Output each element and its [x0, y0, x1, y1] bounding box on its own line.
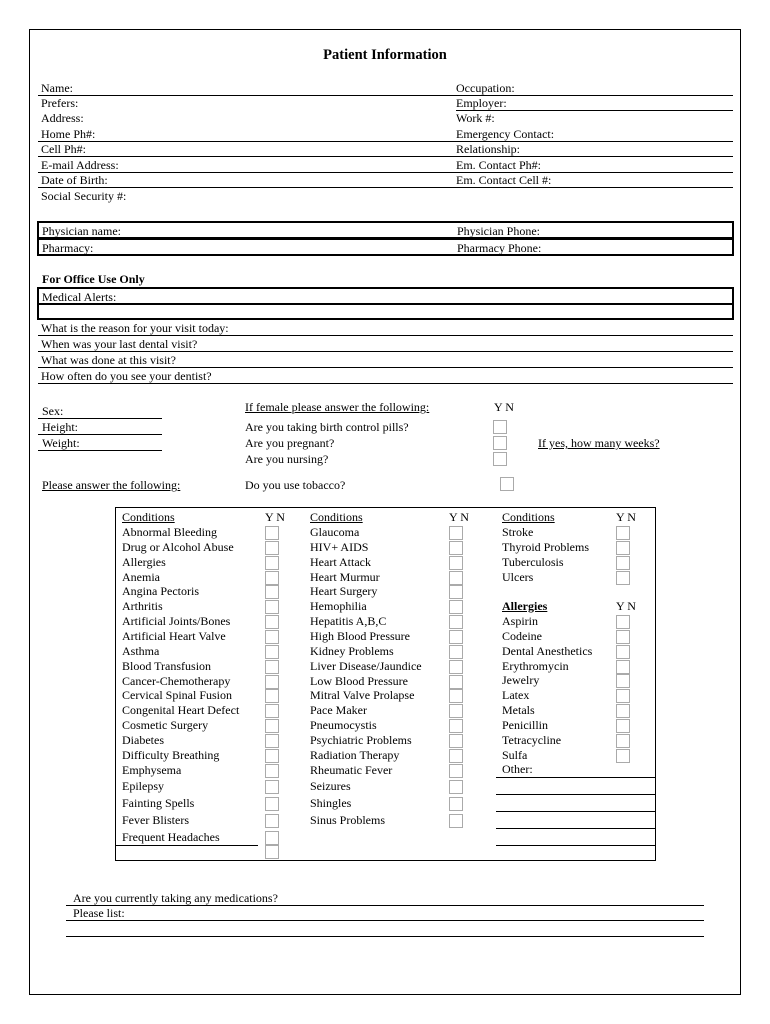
condition-checkbox[interactable] — [265, 734, 279, 748]
condition-checkbox[interactable] — [449, 556, 463, 570]
female-yn-header: Y N — [494, 400, 514, 414]
other-line-5[interactable] — [496, 845, 655, 846]
address-label: Address: — [41, 111, 84, 125]
medications-line-1[interactable] — [66, 905, 704, 906]
condition-checkbox[interactable] — [265, 780, 279, 794]
condition-label: Sinus Problems — [310, 813, 386, 827]
condition-label: Radiation Therapy — [310, 748, 400, 762]
condition-checkbox[interactable] — [449, 526, 463, 540]
em-contact-phone-label: Em. Contact Ph#: — [456, 158, 541, 172]
name-label: Name: — [41, 81, 73, 95]
pharmacy-phone-label: Pharmacy Phone: — [457, 241, 542, 255]
allergy-checkbox[interactable] — [616, 719, 630, 733]
height-label: Height: — [42, 420, 78, 434]
condition-label: Allergies — [122, 555, 166, 569]
home-phone-row[interactable] — [38, 126, 733, 142]
condition-label: HIV+ AIDS — [310, 540, 369, 554]
condition-label: Artificial Heart Valve — [122, 629, 226, 643]
col1-bottom-line — [116, 845, 258, 846]
condition-label: Kidney Problems — [310, 644, 394, 658]
condition-checkbox[interactable] — [265, 585, 279, 599]
condition-checkbox[interactable] — [449, 797, 463, 811]
condition-checkbox[interactable] — [265, 675, 279, 689]
condition-label: Diabetes — [122, 733, 164, 747]
physician-phone-label: Physician Phone: — [457, 224, 540, 238]
condition-checkbox[interactable] — [449, 734, 463, 748]
last-visit-label: When was your last dental visit? — [41, 337, 198, 351]
condition-label: Ulcers — [502, 570, 534, 584]
tobacco-checkbox[interactable] — [500, 477, 514, 491]
condition-checkbox[interactable] — [265, 645, 279, 659]
sex-field[interactable] — [38, 418, 162, 419]
other-line-4[interactable] — [496, 828, 655, 829]
allergy-label: Tetracycline — [502, 733, 562, 747]
visit-done-row[interactable] — [38, 352, 733, 368]
condition-checkbox[interactable] — [449, 749, 463, 763]
email-label: E-mail Address: — [41, 158, 119, 172]
prefers-label: Prefers: — [41, 96, 79, 110]
work-label: Work #: — [456, 111, 495, 125]
allergy-checkbox[interactable] — [616, 704, 630, 718]
condition-label: Artificial Joints/Bones — [122, 614, 231, 628]
condition-checkbox[interactable] — [449, 675, 463, 689]
tobacco-question: Do you use tobacco? — [245, 478, 346, 492]
name-row[interactable] — [38, 80, 733, 96]
condition-label: Shingles — [310, 796, 352, 810]
home-phone-label: Home Ph#: — [41, 127, 96, 141]
allergy-label: Metals — [502, 703, 535, 717]
condition-label: Heart Attack — [310, 555, 371, 569]
emergency-contact-label: Emergency Contact: — [456, 127, 555, 141]
condition-label: Cancer-Chemotherapy — [122, 674, 231, 688]
condition-checkbox[interactable] — [449, 541, 463, 555]
allergy-checkbox[interactable] — [616, 615, 630, 629]
other-line-2[interactable] — [496, 794, 655, 795]
condition-checkbox[interactable] — [265, 541, 279, 555]
medical-alerts-row-2[interactable] — [37, 303, 734, 320]
dob-row[interactable] — [38, 172, 733, 188]
condition-label: Liver Disease/Jaundice — [310, 659, 422, 673]
condition-label: High Blood Pressure — [310, 629, 410, 643]
condition-label: Pace Maker — [310, 703, 367, 717]
other-line-3[interactable] — [496, 811, 655, 812]
condition-label: Congenital Heart Defect — [122, 703, 240, 717]
allergy-checkbox[interactable] — [616, 674, 630, 688]
conditions-header-2: Conditions — [310, 510, 363, 524]
condition-label: Anemia — [122, 570, 160, 584]
visit-done-label: What was done at this visit? — [41, 353, 176, 367]
birth-control-question: Are you taking birth control pills? — [245, 420, 409, 434]
visit-frequency-row[interactable] — [38, 368, 733, 384]
condition-checkbox[interactable] — [265, 526, 279, 540]
allergy-checkbox[interactable] — [616, 734, 630, 748]
condition-checkbox[interactable] — [449, 719, 463, 733]
condition-checkbox[interactable] — [449, 630, 463, 644]
other-line-1[interactable] — [496, 777, 655, 778]
answer-following-label: Please answer the following: — [42, 478, 181, 492]
condition-checkbox[interactable] — [265, 689, 279, 703]
allergy-checkbox[interactable] — [616, 689, 630, 703]
dob-label: Date of Birth: — [41, 173, 108, 187]
last-visit-row[interactable] — [38, 336, 733, 352]
condition-label: Emphysema — [122, 763, 182, 777]
condition-label: Drug or Alcohol Abuse — [122, 540, 234, 554]
ssn-label: Social Security #: — [41, 189, 127, 203]
condition-checkbox[interactable] — [265, 797, 279, 811]
sex-label: Sex: — [42, 404, 64, 418]
condition-checkbox[interactable] — [265, 749, 279, 763]
condition-checkbox[interactable] — [449, 645, 463, 659]
condition-label: Stroke — [502, 525, 534, 539]
condition-checkbox[interactable] — [449, 660, 463, 674]
allergy-label: Aspirin — [502, 614, 538, 628]
pharmacy-row[interactable] — [37, 238, 734, 256]
condition-checkbox[interactable] — [265, 764, 279, 778]
condition-label: Cosmetic Surgery — [122, 718, 209, 732]
condition-checkbox[interactable] — [265, 615, 279, 629]
allergy-checkbox[interactable] — [616, 630, 630, 644]
condition-label: Heart Murmur — [310, 570, 380, 584]
condition-label: Angina Pectoris — [122, 584, 199, 598]
allergy-checkbox[interactable] — [616, 749, 630, 763]
condition-checkbox[interactable] — [449, 585, 463, 599]
conditions-header-3: Conditions — [502, 510, 555, 524]
condition-checkbox[interactable] — [449, 615, 463, 629]
nursing-checkbox[interactable] — [493, 452, 507, 466]
condition-checkbox[interactable] — [265, 571, 279, 585]
height-field[interactable] — [38, 434, 162, 435]
condition-checkbox[interactable] — [616, 571, 630, 585]
condition-checkbox[interactable] — [616, 526, 630, 540]
pregnant-question: Are you pregnant? — [245, 436, 335, 450]
yn-header-1: Y N — [265, 510, 285, 524]
condition-label: Rheumatic Fever — [310, 763, 393, 777]
allergy-label: Codeine — [502, 629, 542, 643]
condition-checkbox[interactable] — [449, 600, 463, 614]
condition-label: Low Blood Pressure — [310, 674, 408, 688]
allergy-label: Penicillin — [502, 718, 548, 732]
occupation-label: Occupation: — [456, 81, 515, 95]
condition-checkbox[interactable] — [265, 556, 279, 570]
medical-alerts-label: Medical Alerts: — [42, 290, 117, 304]
allergy-label: Erythromycin — [502, 659, 569, 673]
relationship-label: Relationship: — [456, 142, 520, 156]
condition-checkbox[interactable] — [449, 814, 463, 828]
yn-header-2: Y N — [449, 510, 469, 524]
condition-label: Tuberculosis — [502, 555, 564, 569]
allergy-label: Latex — [502, 688, 530, 702]
condition-checkbox[interactable] — [449, 780, 463, 794]
condition-label: Seizures — [310, 779, 351, 793]
condition-checkbox[interactable] — [449, 689, 463, 703]
condition-checkbox[interactable] — [265, 704, 279, 718]
condition-checkbox[interactable] — [265, 814, 279, 828]
condition-label: Blood Transfusion — [122, 659, 212, 673]
female-header: If female please answer the following: — [245, 400, 430, 414]
allergy-checkbox[interactable] — [616, 660, 630, 674]
condition-checkbox-extra[interactable] — [265, 845, 279, 859]
conditions-header-1: Conditions — [122, 510, 175, 524]
allergy-label: Sulfa — [502, 748, 528, 762]
nursing-question: Are you nursing? — [245, 452, 329, 466]
allergy-label: Dental Anesthetics — [502, 644, 593, 658]
ssn-row[interactable] — [38, 188, 733, 204]
allergy-label: Jewelry — [502, 673, 540, 687]
condition-label: Hepatitis A,B,C — [310, 614, 387, 628]
medications-line-2[interactable] — [66, 920, 704, 921]
condition-checkbox[interactable] — [265, 600, 279, 614]
pregnant-checkbox[interactable] — [493, 436, 507, 450]
condition-checkbox[interactable] — [265, 660, 279, 674]
condition-label: Fever Blisters — [122, 813, 189, 827]
medications-list-label: Please list: — [73, 906, 125, 920]
condition-label: Epilepsy — [122, 779, 164, 793]
condition-label: Thyroid Problems — [502, 540, 589, 554]
physician-name-label: Physician name: — [42, 224, 121, 238]
em-contact-cell-label: Em. Contact Cell #: — [456, 173, 552, 187]
condition-label: Psychiatric Problems — [310, 733, 412, 747]
condition-label: Abnormal Bleeding — [122, 525, 217, 539]
condition-label: Hemophilia — [310, 599, 367, 613]
visit-frequency-label: How often do you see your dentist? — [41, 369, 212, 383]
cell-phone-row[interactable] — [38, 141, 733, 157]
medications-line-3[interactable] — [66, 936, 704, 937]
condition-label: Frequent Headaches — [122, 830, 220, 844]
weight-label: Weight: — [42, 436, 80, 450]
condition-checkbox[interactable] — [449, 571, 463, 585]
condition-label: Mitral Valve Prolapse — [310, 688, 415, 702]
pharmacy-label: Pharmacy: — [42, 241, 94, 255]
condition-label: Difficulty Breathing — [122, 748, 220, 762]
condition-label: Pneumocystis — [310, 718, 377, 732]
condition-checkbox[interactable] — [265, 719, 279, 733]
allergy-checkbox[interactable] — [616, 645, 630, 659]
page-title: Patient Information — [323, 47, 447, 63]
condition-label: Heart Surgery — [310, 584, 378, 598]
medications-question: Are you currently taking any medications? — [73, 891, 278, 905]
office-use-header: For Office Use Only — [42, 272, 145, 286]
address-row[interactable] — [38, 110, 733, 126]
visit-reason-label: What is the reason for your visit today: — [41, 321, 229, 335]
employer-label: Employer: — [456, 96, 507, 110]
condition-checkbox[interactable] — [265, 630, 279, 644]
allergies-header: Allergies — [502, 599, 548, 613]
visit-reason-row[interactable] — [38, 320, 733, 336]
cell-phone-label: Cell Ph#: — [41, 142, 87, 156]
allergies-yn-header: Y N — [616, 599, 636, 613]
condition-label: Arthritis — [122, 599, 163, 613]
condition-checkbox[interactable] — [616, 541, 630, 555]
physician-row[interactable] — [37, 221, 734, 239]
condition-label: Glaucoma — [310, 525, 360, 539]
birth-control-checkbox[interactable] — [493, 420, 507, 434]
email-row[interactable] — [38, 157, 733, 173]
condition-checkbox[interactable] — [616, 556, 630, 570]
condition-label: Asthma — [122, 644, 160, 658]
condition-checkbox[interactable] — [449, 704, 463, 718]
condition-label: Cervical Spinal Fusion — [122, 688, 232, 702]
weight-field[interactable] — [38, 450, 162, 451]
weeks-label: If yes, how many weeks? — [538, 436, 660, 450]
condition-label: Fainting Spells — [122, 796, 195, 810]
other-label: Other: — [502, 762, 533, 776]
yn-header-3: Y N — [616, 510, 636, 524]
prefers-row[interactable] — [38, 95, 733, 111]
condition-checkbox[interactable] — [449, 764, 463, 778]
condition-checkbox[interactable] — [265, 831, 279, 845]
